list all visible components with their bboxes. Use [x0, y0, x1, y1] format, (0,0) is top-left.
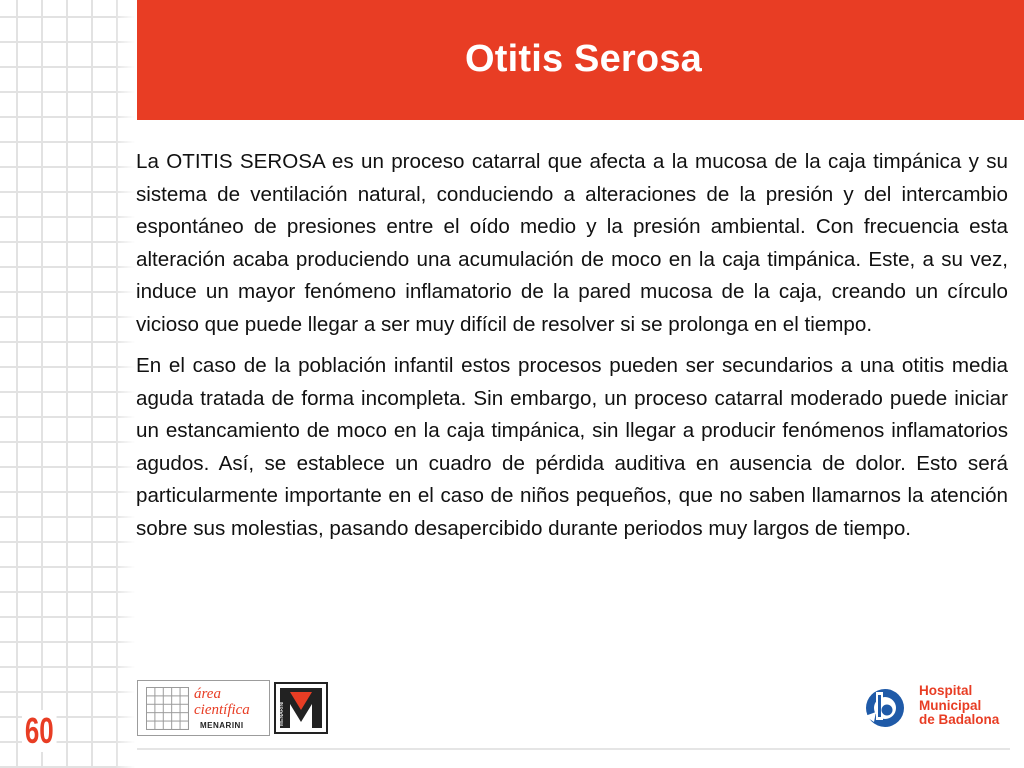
paragraph-1: La OTITIS SEROSA es un proceso catarral que afecta a la mucosa de la caja timpánica y su sistema de ventilación natural, conduciendo a alteraciones de la presión y del intercambio espontáneo de presiones entre el oído medio y la presión ambiental. Con frecuencia esta alteración acaba produciendo una acumulación de moco en la caja timpánica. Este, a su vez, induce un mayor fenómeno inflamatorio de la pared mucosa de la caja, creando un círculo vicioso que puede llegar a ser muy difícil de resolver si se prolonga en el tiempo. [136, 150, 1008, 336]
hospital-logo [860, 680, 1010, 732]
menarini-side-text: MENARINI [279, 701, 285, 726]
area-cientifica-logo [137, 680, 270, 736]
hospital-line-3: de Badalona [919, 712, 1000, 727]
slide-body [136, 146, 1008, 554]
logo-area-word: área [194, 686, 221, 702]
menarini-m-icon [274, 682, 328, 734]
hospital-line-1: Hospital [919, 683, 973, 698]
logo-menarini-word: MENARINI [200, 721, 244, 730]
logo-grid-icon [146, 687, 189, 730]
slide-title: Otitis Serosa [464, 38, 702, 80]
hospital-name [919, 684, 999, 728]
footer-divider [137, 748, 1010, 750]
hospital-line-2: Municipal [919, 697, 982, 713]
page-number: 60 [22, 710, 57, 752]
grid-fade [115, 0, 135, 768]
hospital-b-icon [862, 686, 908, 730]
logo-cientifica-word: científica [194, 702, 250, 718]
menarini-logo [274, 682, 328, 734]
paragraph-2: En el caso de la población infantil estos procesos pueden ser secundarios a una otitis media aguda tratada de forma incompleta. Sin embargo, un proceso catarral moderado puede iniciar un estancamiento de moco en la caja timpánica, sin llegar a producir fenómenos inflamatorios agudos. Así, se establece un cuadro de pérdida auditiva en ausencia de dolor. Esto será particularmente importante en el caso de niños pequeños, que no saben llamarnos la atención sobre sus molestias, pasando desapercibido durante periodos muy largos de tiempo. [136, 354, 1008, 540]
title-bar [137, 0, 1024, 120]
